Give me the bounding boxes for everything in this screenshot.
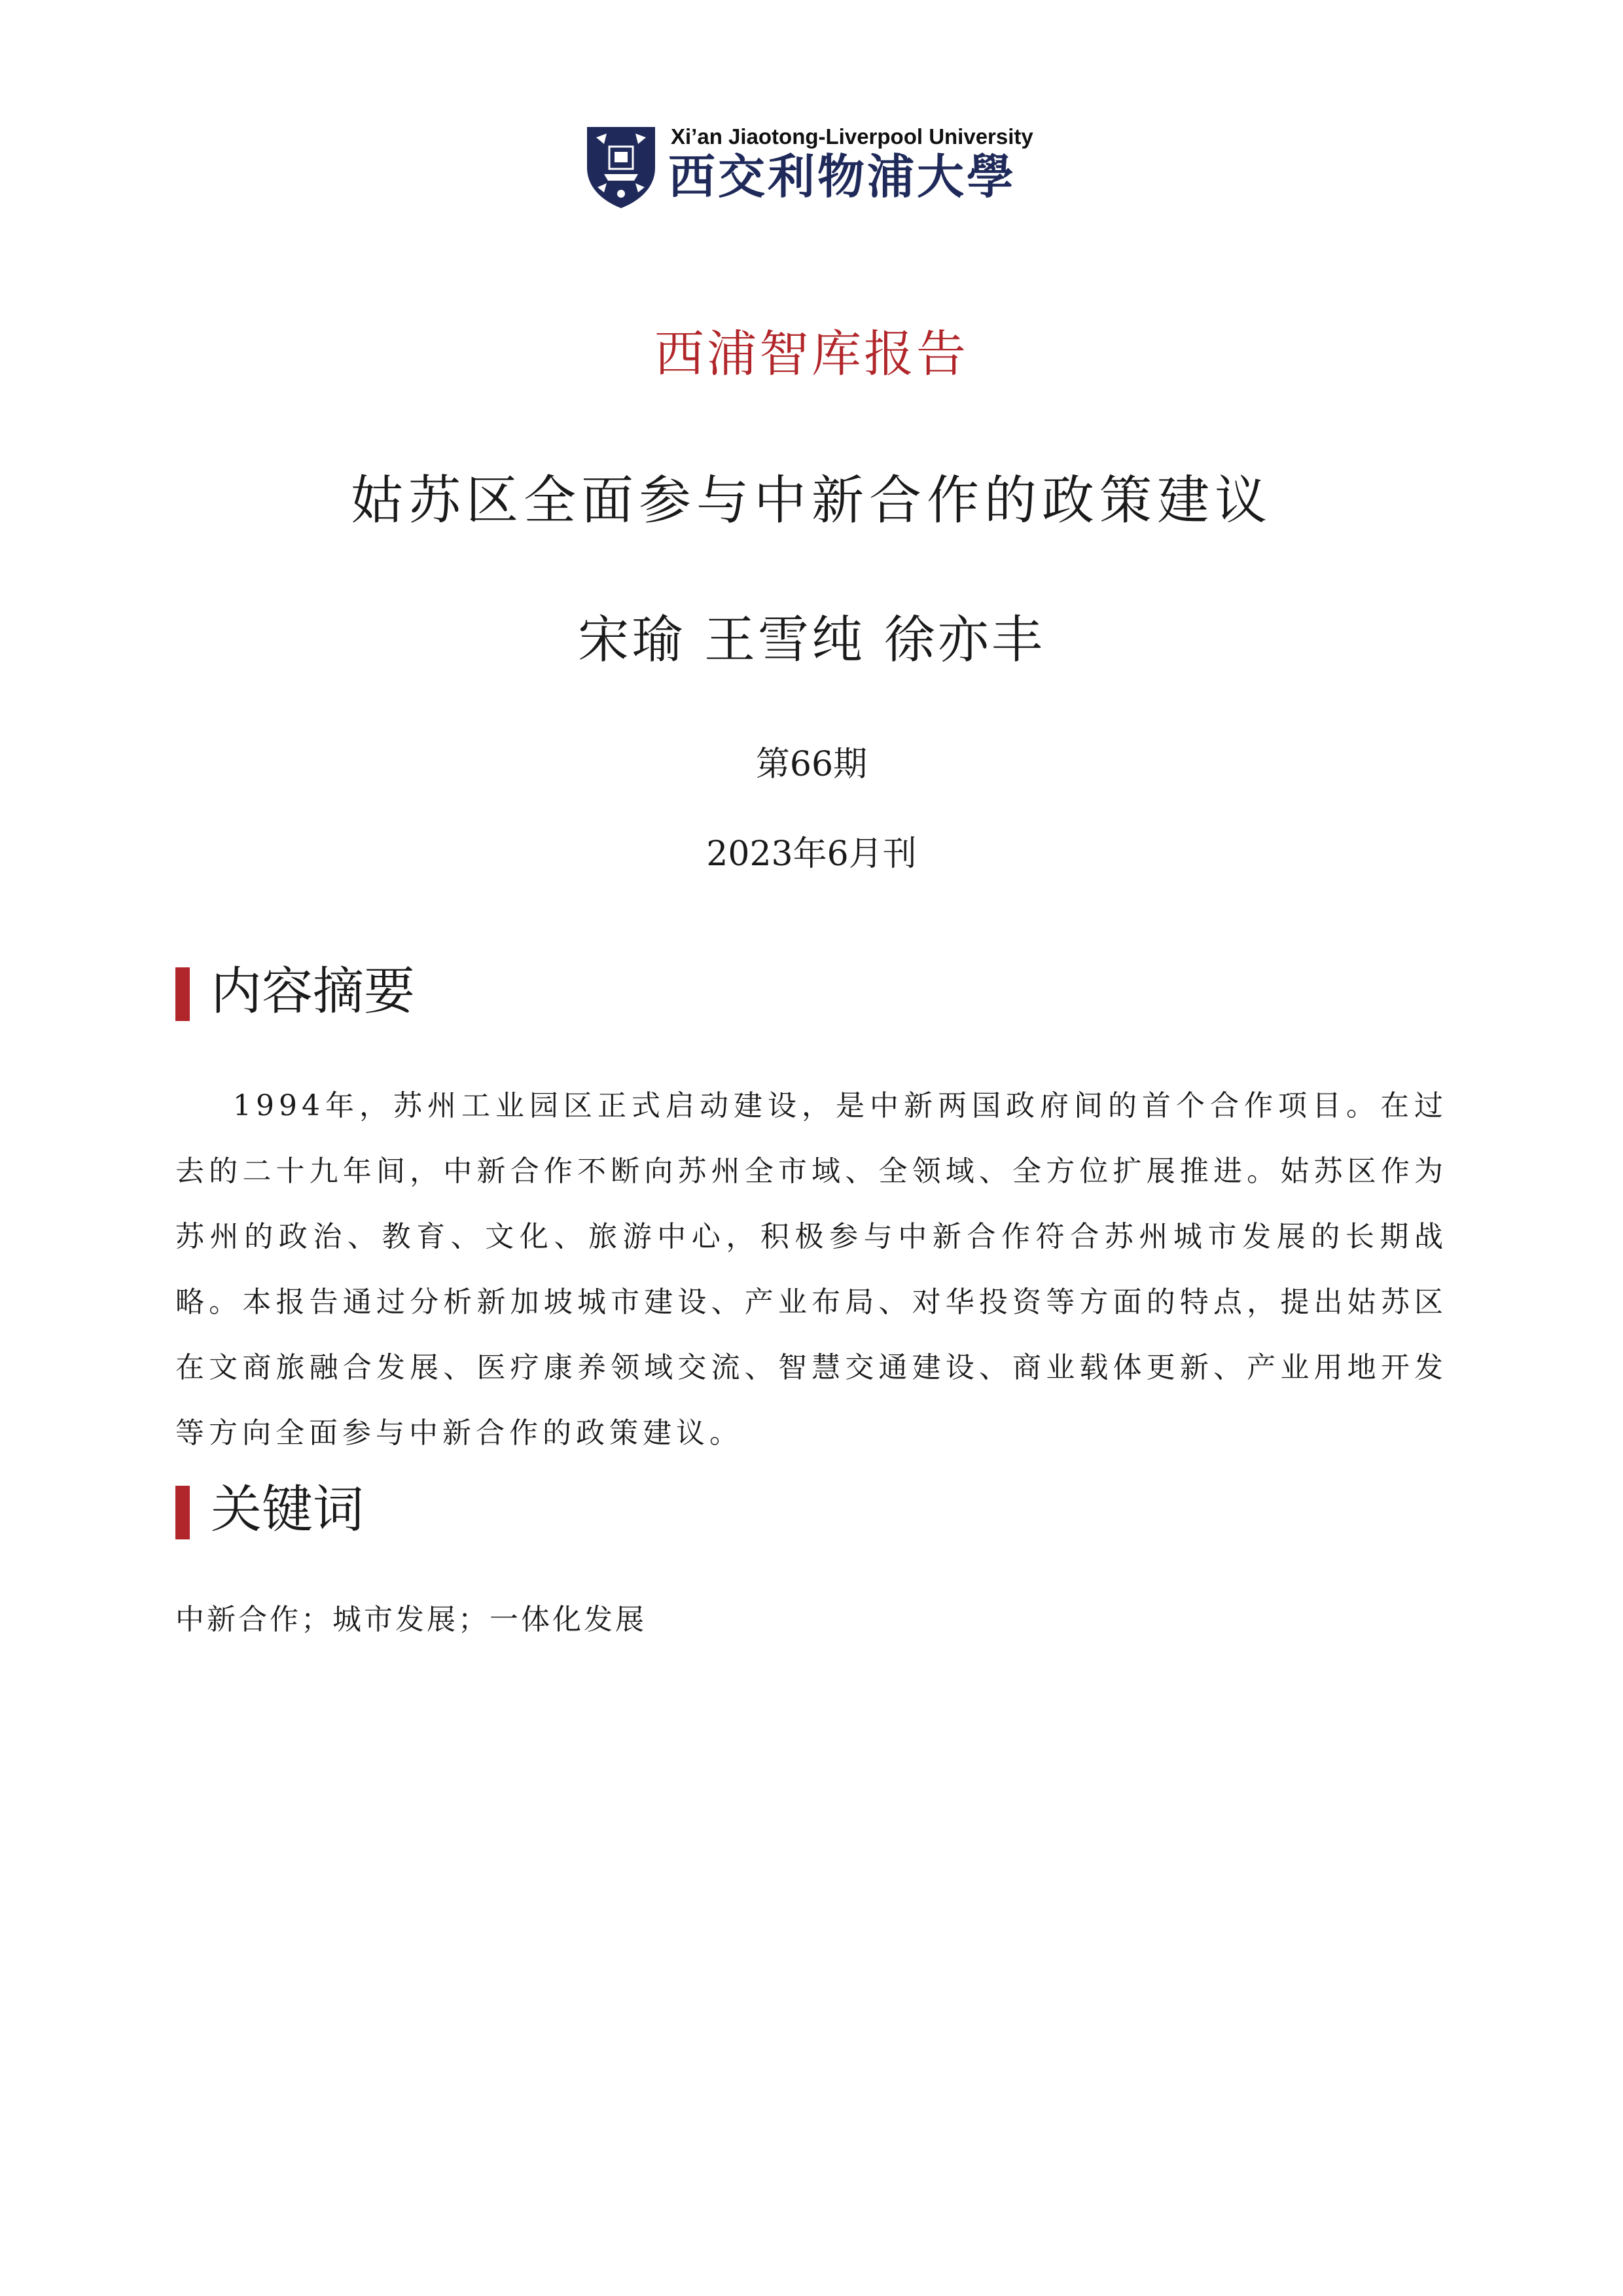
- keywords-heading-label: 关键词: [211, 1480, 365, 1539]
- section-accent-bar: [175, 1486, 190, 1539]
- university-logo: [584, 124, 1069, 216]
- publication-date: 2023年6月刊: [706, 834, 917, 874]
- abstract-heading-label: 内容摘要: [211, 962, 416, 1021]
- series-title: 西浦智库报告: [654, 325, 969, 383]
- university-name-chinese: 西交利物浦大學: [668, 149, 1017, 204]
- report-title: 姑苏区全面参与中新合作的政策建议: [351, 470, 1272, 531]
- university-name-english: Xi’an Jiaotong-Liverpool University: [671, 124, 1033, 149]
- abstract-body: 1994年，苏州工业园区正式启动建设，是中新两国政府间的首个合作项目。在过去的二十九年间，中新合作不断向苏州全市域、全领域、全方位扩展推进。姑苏区作为苏州的政治、教育、文化、旅游中心，积极参与中新合作符合苏州城市发展的长期战略。本报告通过分析新加坡城市建设、产业布局、对华投资等方面的特点，提出姑苏区在文商旅融合发展、医疗康养领域交流、智慧交通建设、商业载体更新、产业用地开发等方向全面参与中新合作的政策建议。: [175, 1089, 1448, 1450]
- authors: 宋瑜 王雪纯 徐亦丰: [578, 611, 1045, 670]
- keywords-body: 中新合作；城市发展；一体化发展: [175, 1603, 647, 1636]
- university-shield-icon: [584, 124, 658, 209]
- section-accent-bar: [175, 967, 190, 1021]
- issue-number: 第66期: [755, 745, 868, 784]
